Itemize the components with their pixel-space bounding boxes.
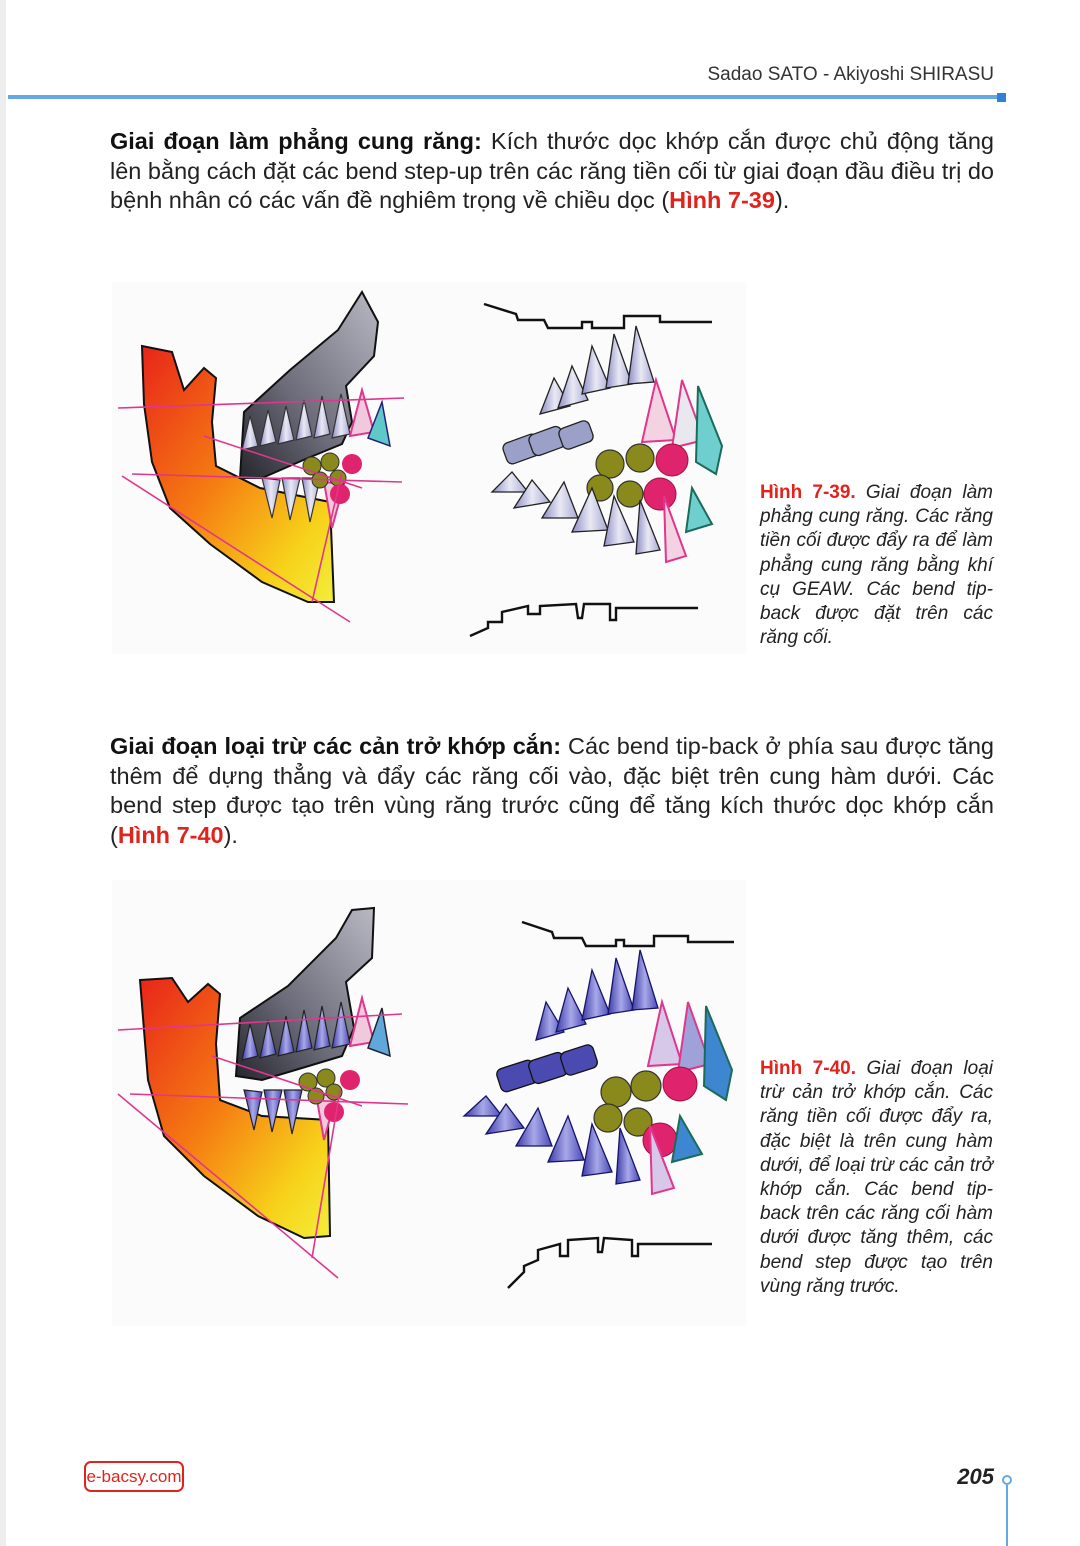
paragraph-heading: Giai đoạn làm phẳng cung răng: xyxy=(110,128,482,154)
paragraph-occlusal-interference-stage xyxy=(110,732,994,850)
header-rule xyxy=(8,95,1002,99)
running-header-authors: Sadao SATO - Akiyoshi SHIRASU xyxy=(707,64,994,85)
caption-text: Giai đoạn làm phẳng cung răng. Các răng tiền cối được đẩy ra để làm phẳng cung răng bằng khí cụ GEAW. Các bend tip-back được đặt trên các răng cối. xyxy=(760,482,993,649)
page-marker-pin xyxy=(1002,1475,1012,1485)
paragraph-tail: ). xyxy=(774,187,790,213)
figure-7-40-caption xyxy=(760,1057,993,1299)
figure-label: Hình 7-40. xyxy=(760,1058,856,1079)
figure-7-39-caption xyxy=(760,481,993,650)
page-number: 205 xyxy=(957,1464,994,1489)
page-left-edge xyxy=(0,0,6,1546)
page-marker-line xyxy=(1006,1485,1008,1546)
figure-label: Hình 7-39. xyxy=(760,482,856,503)
site-badge[interactable]: e-bacsy.com xyxy=(84,1461,184,1492)
figure-7-40-illustration xyxy=(112,880,746,1326)
paragraph-body: Các bend tip-back ở phía sau được tăng thêm để dựng thẳng và đẩy các răng cối vào, đặc biệt trên cung hàm dưới. Các bend step được tạo trên vùng răng trước cũng để tăng kích thước dọc khớp cắn ( xyxy=(110,733,994,848)
header-rule-marker xyxy=(997,93,1006,102)
paragraph-flattening-stage xyxy=(110,127,994,216)
paragraph-body: Kích thước dọc khớp cắn được chủ động tăng lên bằng cách đặt các bend step-up trên các răng tiền cối từ giai đoạn đầu điều trị do bệnh nhân có các vấn đề nghiêm trọng về chiều dọc ( xyxy=(110,128,994,213)
figure-7-39-illustration xyxy=(112,282,746,654)
paragraph-tail: ). xyxy=(223,821,238,848)
figure-reference-link[interactable]: Hình 7-39 xyxy=(669,187,775,213)
figure-reference-link[interactable]: Hình 7-40 xyxy=(117,821,224,848)
caption-text: Giai đoạn loại trừ cản trở khớp cắn. Các răng tiền cối được đẩy ra, đặc biệt là trên cung hàm dưới, để loại trừ các cản trở khớp cắn. Các bend tip-back trên các răng cối hàm dưới được tăng thêm, các bend step được tạo trên vùng răng trước. xyxy=(760,1058,993,1297)
paragraph-heading: Giai đoạn loại trừ các cản trở khớp cắn: xyxy=(110,733,562,759)
